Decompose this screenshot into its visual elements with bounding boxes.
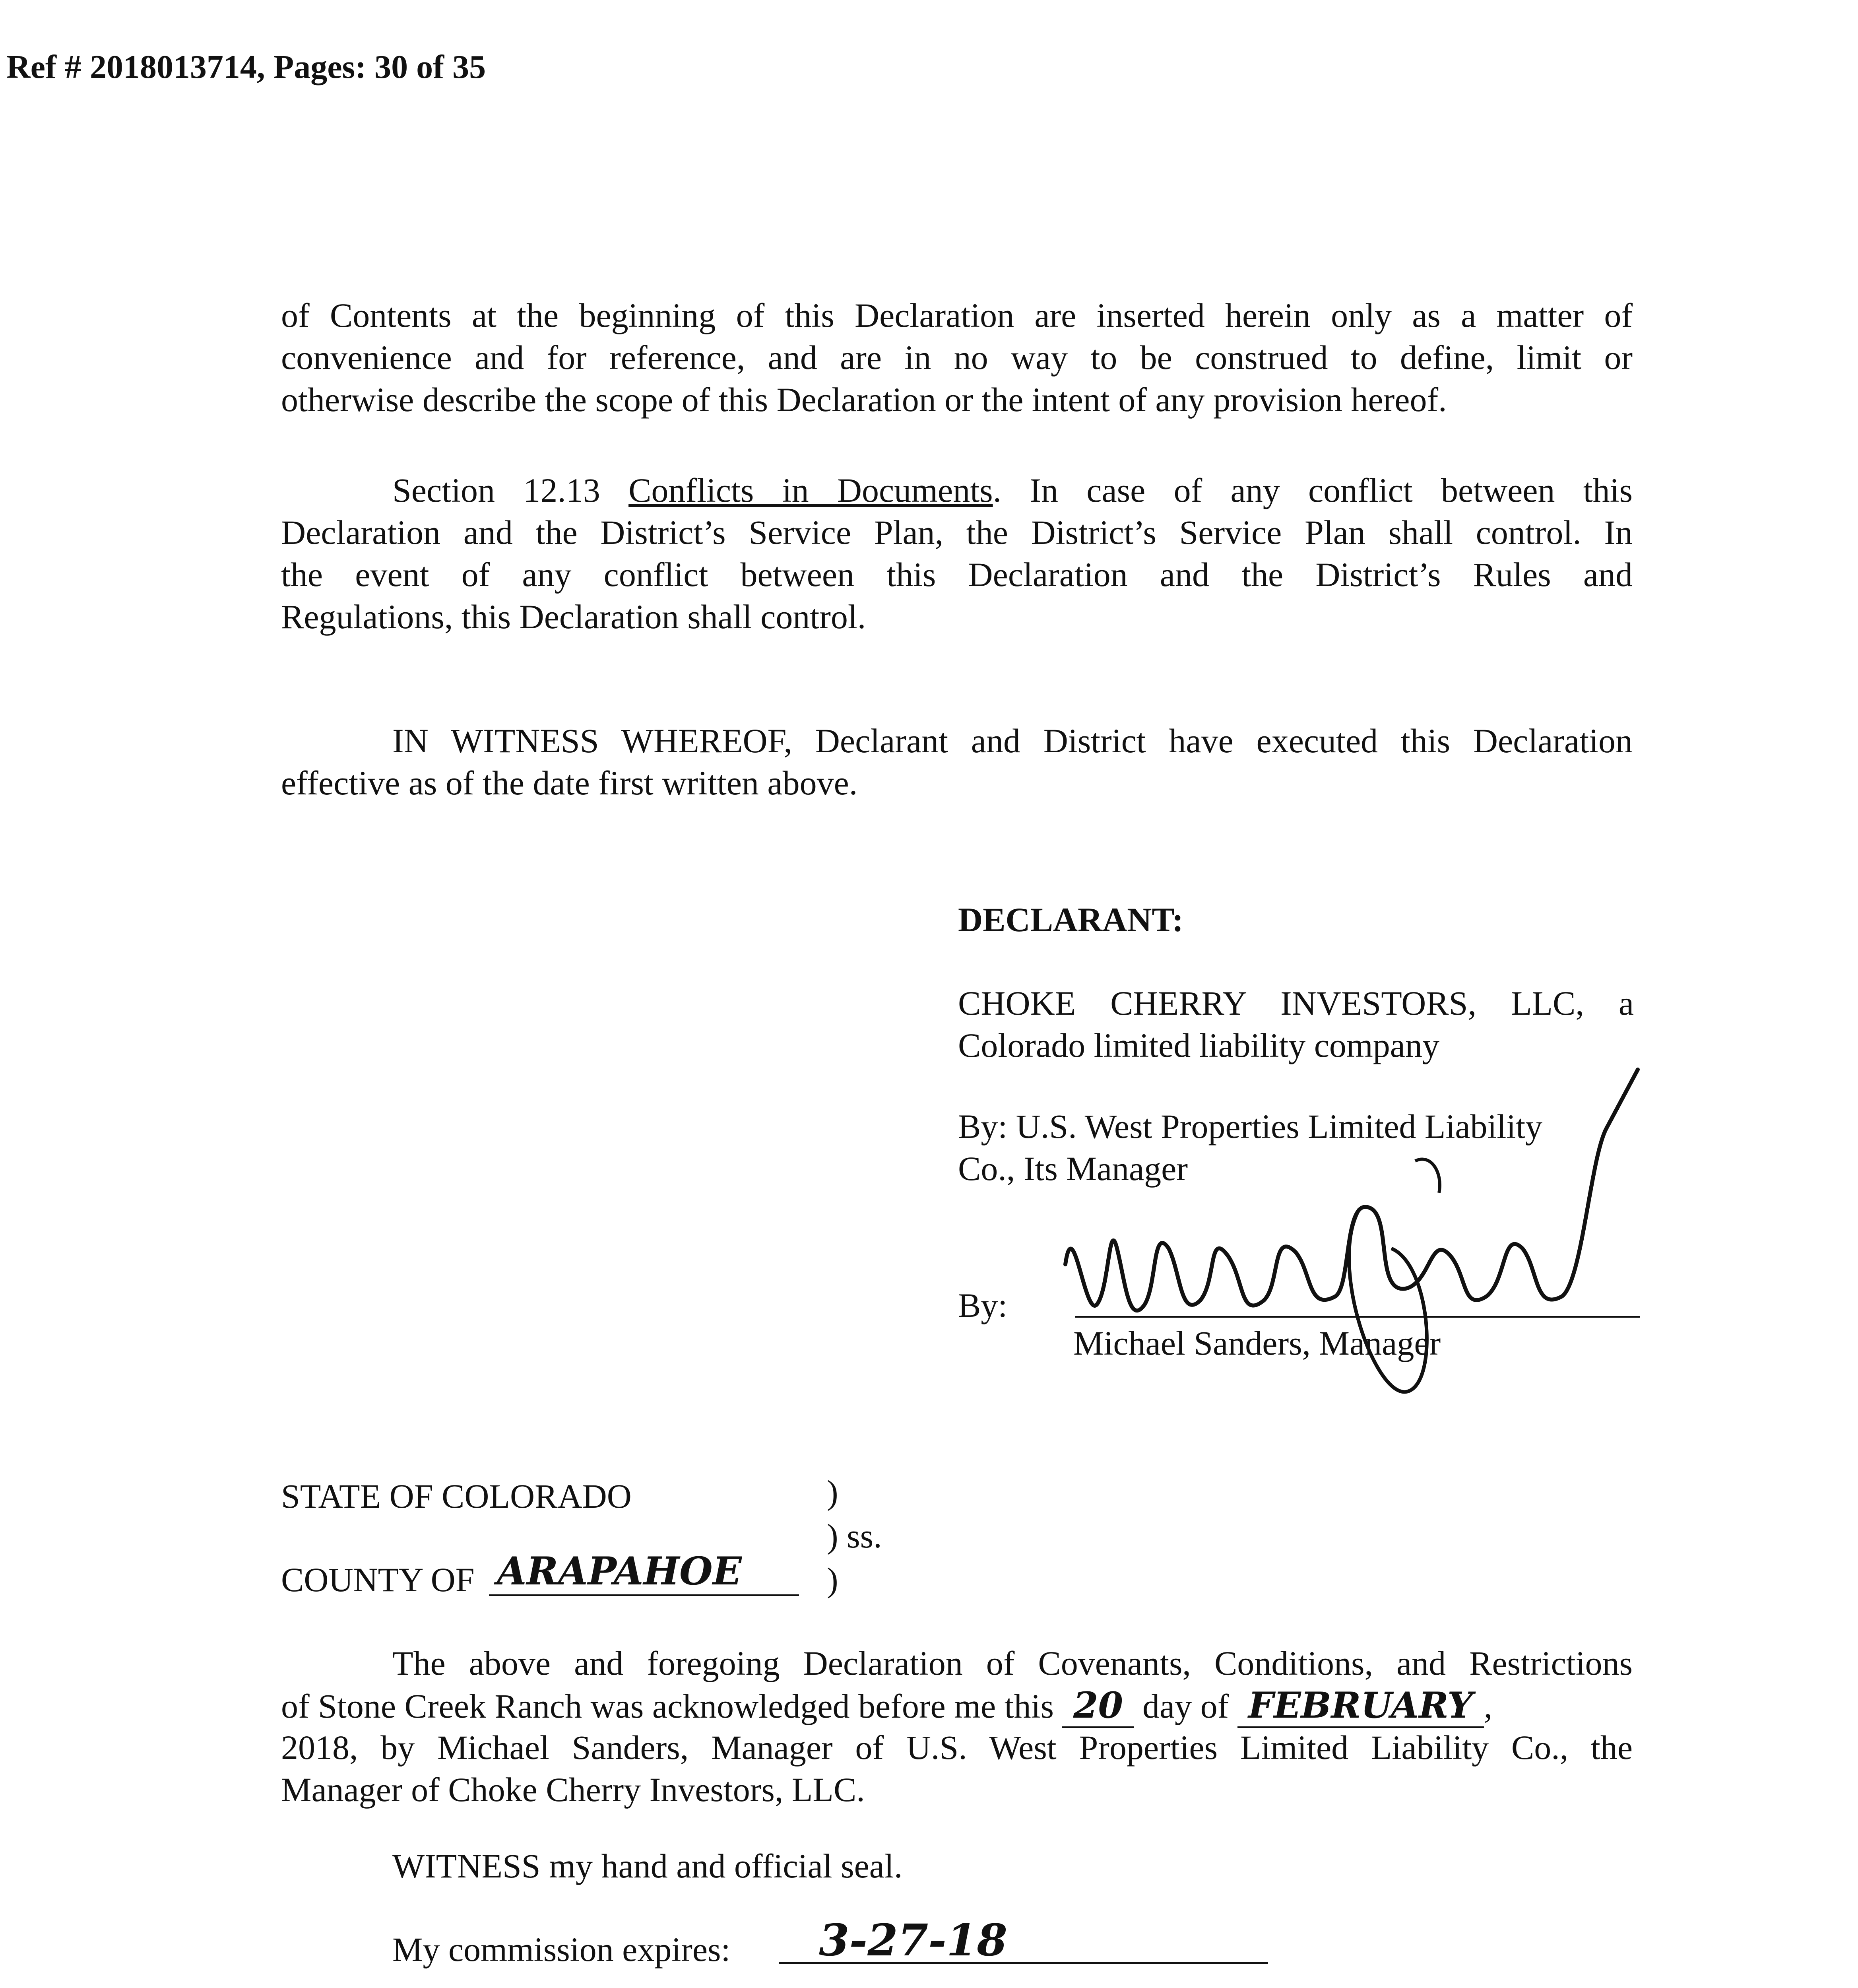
section-heading: Conflicts in Documents: [628, 471, 993, 509]
declarant-heading: DECLARANT:: [958, 901, 1183, 939]
declarant-entity-line2: Colorado limited liability company: [958, 1026, 1439, 1064]
witness-clause: [281, 720, 1633, 804]
by-manager-line2: Co., Its Manager: [958, 1149, 1188, 1188]
commission-date: 3-27-18: [819, 1914, 1007, 1966]
ack-day-of: day of: [1142, 1687, 1229, 1725]
venue-paren-ss: ) ss.: [827, 1517, 882, 1555]
witness-line: IN WITNESS WHEREOF, Declarant and District have executed this Declaration: [392, 722, 1633, 760]
county-underline: [489, 1594, 799, 1596]
by-manager-line1: By: U.S. West Properties Limited Liability: [958, 1107, 1543, 1145]
ack-day: 20: [1062, 1684, 1134, 1728]
section-line: [281, 469, 1633, 511]
section-number: Section 12.13: [392, 471, 600, 509]
signature-michael-sanders: [1049, 1042, 1670, 1439]
intro-line: convenience and for reference, and are in no way to be construed to define, limit or: [281, 338, 1633, 377]
venue-paren-1: ): [827, 1473, 838, 1511]
intro-paragraph: [281, 294, 1633, 421]
ack-comma: ,: [1484, 1687, 1493, 1725]
ack-line3: 2018, by Michael Sanders, Manager of U.S. West Properties Limited Liability Co., the: [281, 1728, 1633, 1767]
declarant-entity-line1: CHOKE CHERRY INVESTORS, LLC, a: [958, 984, 1634, 1022]
county-handwritten: ARAPAHOE: [497, 1549, 742, 1594]
section-line: Regulations, this Declaration shall control.: [281, 598, 866, 636]
ack-line2: [281, 1684, 1633, 1728]
ack-line2-text: of Stone Creek Ranch was acknowledged before me this: [281, 1687, 1054, 1725]
by-signature-label: By:: [958, 1286, 1008, 1324]
witness-seal-text: WITNESS my hand and official seal.: [392, 1847, 903, 1885]
signer-name: Michael Sanders, Manager: [1073, 1324, 1441, 1362]
ack-line1: The above and foregoing Declaration of Covenants, Conditions, and Restrictions: [392, 1644, 1633, 1682]
intro-line: otherwise describe the scope of this Declaration or the intent of any provision hereof.: [281, 381, 1447, 419]
document-reference: Ref # 2018013714, Pages: 30 of 35: [6, 49, 486, 85]
venue-paren-3: ): [827, 1561, 838, 1599]
section-12-13-paragraph: [281, 469, 1633, 638]
venue-county-label: COUNTY OF: [281, 1561, 475, 1599]
witness-line: effective as of the date first written above.: [281, 764, 858, 802]
section-line: the event of any conflict between this Declaration and the District’s Rules and: [281, 555, 1633, 594]
section-line: Declaration and the District’s Service Plan, the District’s Service Plan shall control. In: [281, 513, 1633, 551]
intro-line: of Contents at the beginning of this Declaration are inserted herein only as a matter of: [281, 296, 1633, 334]
ack-month: FEBRUARY: [1237, 1684, 1484, 1728]
ack-line4: Manager of Choke Cherry Investors, LLC.: [281, 1771, 865, 1809]
section-line-text: . In case of any conflict between this: [993, 471, 1633, 509]
venue-state: STATE OF COLORADO: [281, 1477, 632, 1515]
commission-label: My commission expires:: [392, 1930, 731, 1969]
